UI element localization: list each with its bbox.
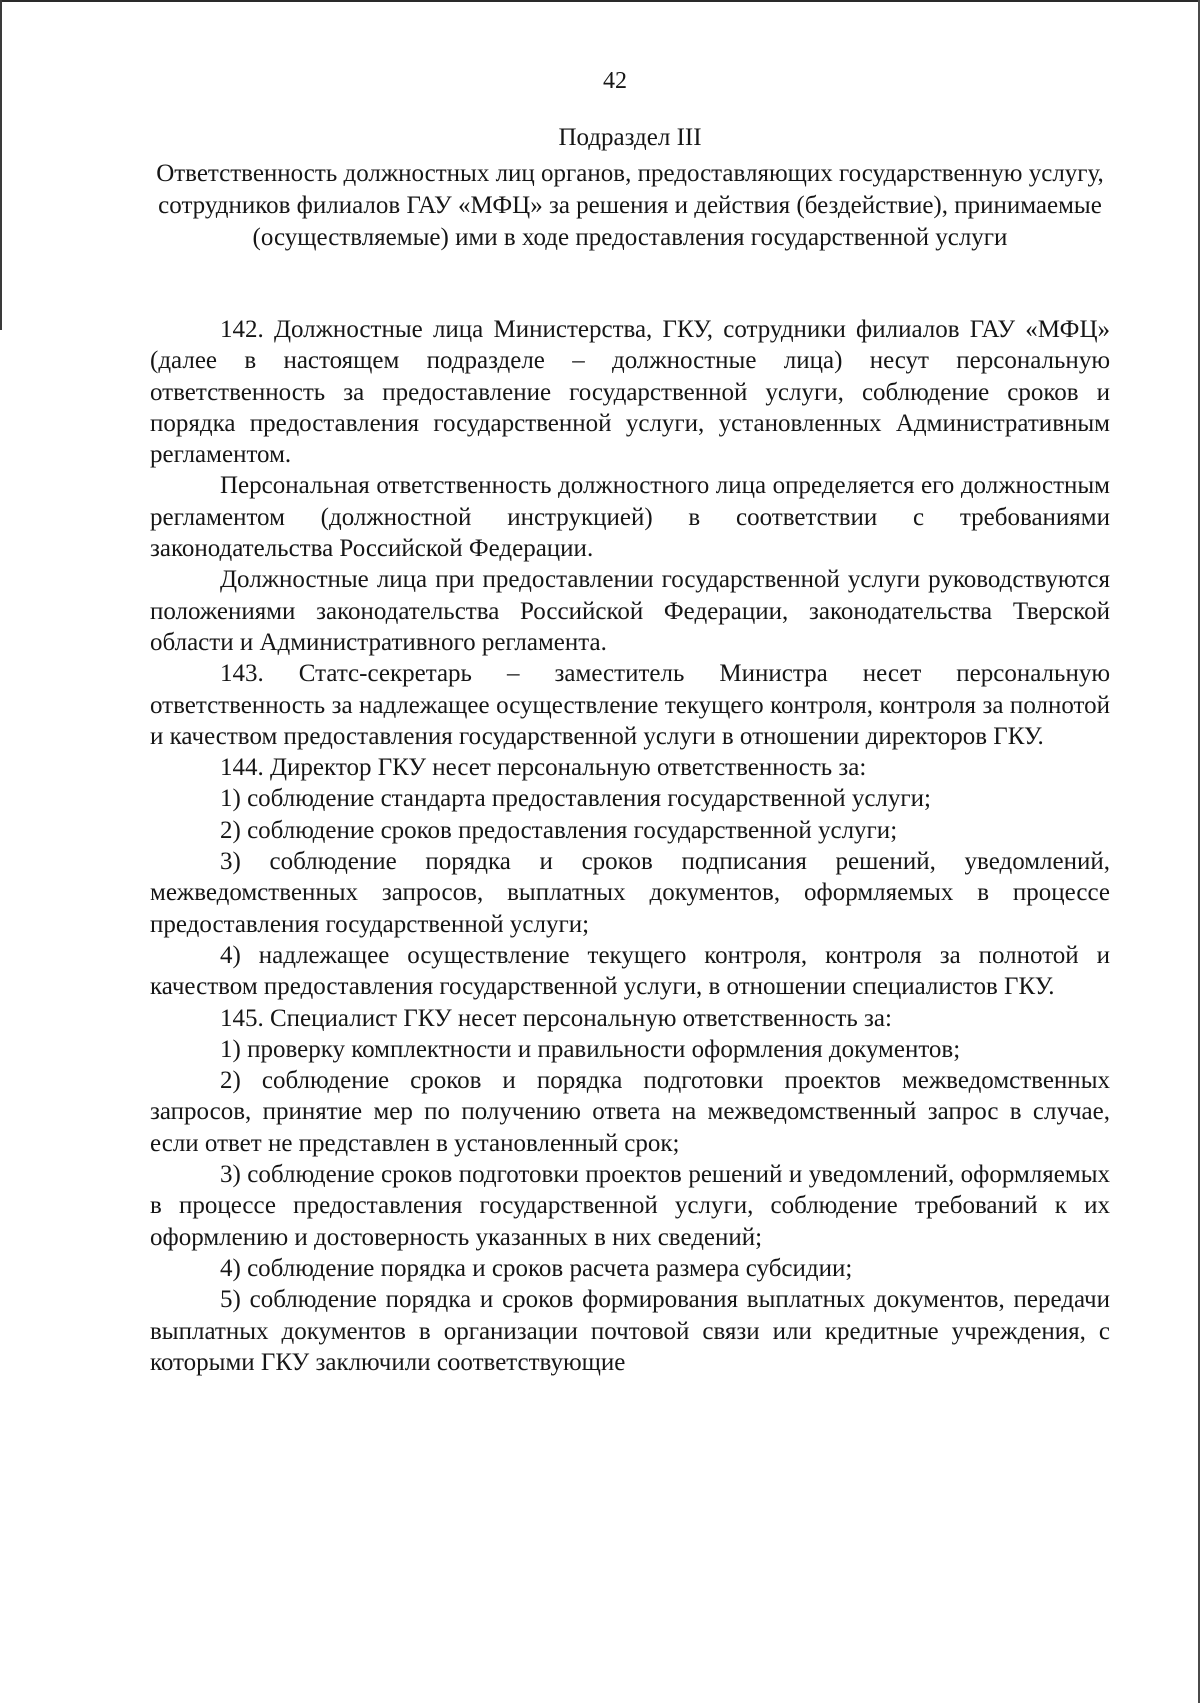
scan-edge-left — [0, 0, 2, 330]
list-item: 3) соблюдение порядка и сроков подписания решений, уведомлений, межведомственных запросов, выплатных документов, оформляемых в процессе предоставления государственной услуги; — [150, 848, 1110, 938]
paragraph: Должностные лица при предоставлении государственной услуги руководствуются положениями законодательства Российской Федерации, законодательства Тверской области и Административного регламента. — [150, 566, 1110, 656]
list-item: 2) соблюдение сроков и порядка подготовки проектов межведомственных запросов, принятие мер по получению ответа на межведомственный запрос в случае, если ответ не представлен в установленный срок; — [150, 1067, 1110, 1157]
document-body — [150, 314, 1110, 1378]
list-item: 1) проверку комплектности и правильности оформления документов; — [220, 1035, 961, 1063]
paragraph-143: 143. Статс-секретарь – заместитель Министра несет персональную ответственность за надлежащее осуществление текущего контроля, контроля за полнотой и качеством предоставления государственной услуги в отношении директоров ГКУ. — [150, 660, 1110, 750]
paragraph-145: 145. Специалист ГКУ несет персональную ответственность за: — [220, 1004, 892, 1032]
page-number: 42 — [603, 68, 627, 94]
list-item: 3) соблюдение сроков подготовки проектов решений и уведомлений, оформляемых в процессе предоставления государственной услуги, соблюдение требований к их оформлению и достоверность указанных в них сведений; — [150, 1161, 1110, 1251]
list-item: 4) соблюдение порядка и сроков расчета размера субсидии; — [220, 1254, 853, 1282]
section-title: Ответственность должностных лиц органов, предоставляющих государственную услугу, сотрудников филиалов ГАУ «МФЦ» за решения и действия (бездействие), принимаемые (осуществляемые) ими в ходе предоставления государственной услуги — [156, 160, 1104, 251]
section-header — [150, 122, 1110, 254]
scan-edge-top — [0, 0, 1200, 2]
list-item: 4) надлежащее осуществление текущего контроля, контроля за полнотой и качеством предоставления государственной услуги, в отношении специалистов ГКУ. — [150, 941, 1110, 1001]
list-item: 5) соблюдение порядка и сроков формирования выплатных документов, передачи выплатных документов в организации почтовой связи или кредитные учреждения, с которыми ГКУ заключили соответствующие — [150, 1286, 1110, 1376]
paragraph-144: 144. Директор ГКУ несет персональную ответственность за: — [220, 754, 867, 782]
list-item: 1) соблюдение стандарта предоставления государственной услуги; — [220, 785, 931, 813]
paragraph: Персональная ответственность должностного лица определяется его должностным регламентом (должностной инструкцией) в соответствии с требованиями законодательства Российской Федерации. — [150, 472, 1110, 563]
list-item: 2) соблюдение сроков предоставления государственной услуги; — [220, 816, 898, 844]
section-heading: Подраздел III — [558, 124, 702, 151]
paragraph-142: 142. Должностные лица Министерства, ГКУ, сотрудники филиалов ГАУ «МФЦ» (далее в настоящем подразделе – должностные лица) несут персональную ответственность за предоставление государственной услуги, соблюдение сроков и порядка предоставления государственной услуги, установленных Административным регламентом. — [150, 316, 1110, 469]
